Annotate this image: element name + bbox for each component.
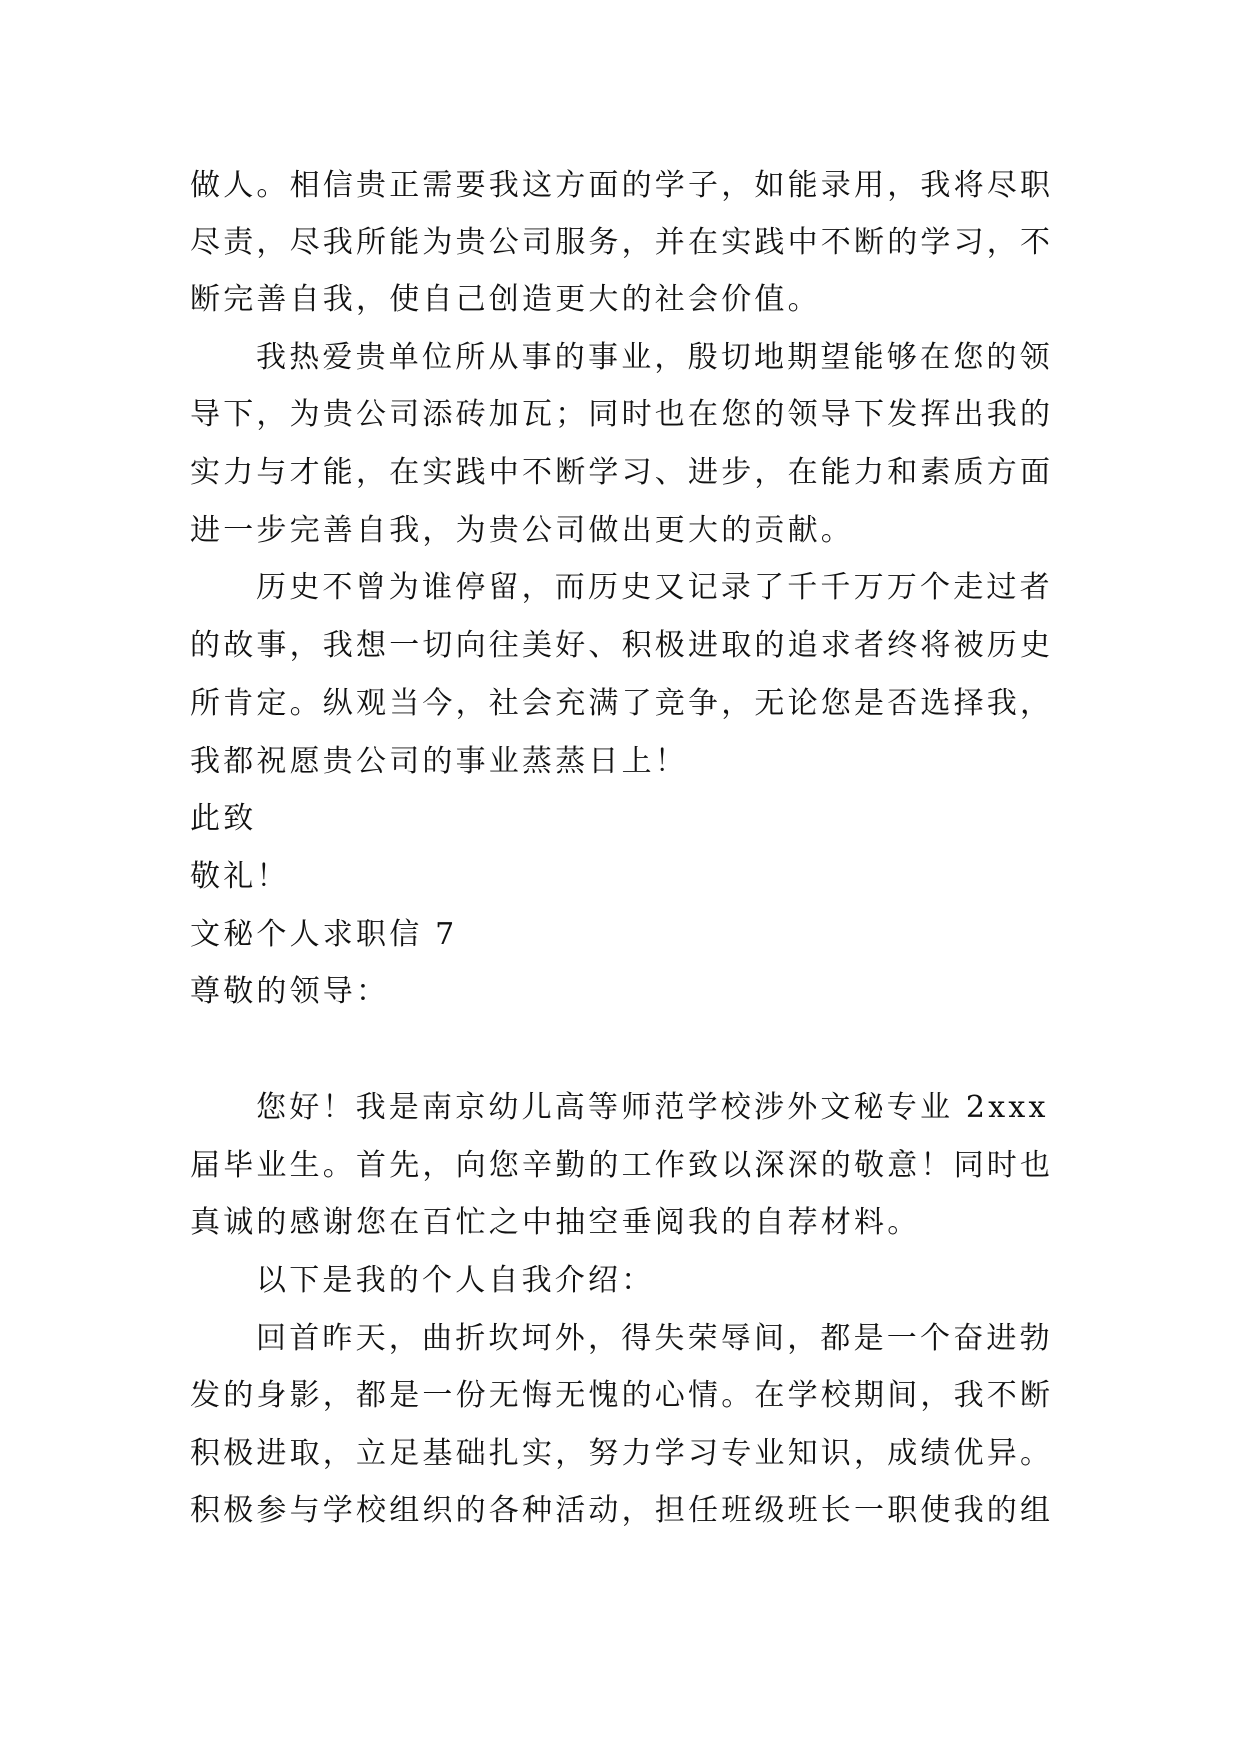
section-title: 文秘个人求职信 7 <box>190 917 458 952</box>
paragraph-first-line: 您好！我是南京幼儿高等师范学校涉外文秘专业 2xxx <box>256 1090 1049 1125</box>
greeting: 尊敬的领导： <box>190 974 390 1009</box>
text-line: 发的身影，都是一份无悔无愧的心情。在学校期间，我不断 <box>190 1378 1054 1413</box>
paragraph-first-line: 以下是我的个人自我介绍： <box>256 1263 655 1298</box>
text-line: 做人。相信贵正需要我这方面的学子，如能录用，我将尽职 <box>190 168 1054 203</box>
text-line: 所肯定。纵观当今，社会充满了竞争，无论您是否选择我， <box>190 686 1054 721</box>
text-line: 届毕业生。首先，向您辛勤的工作致以深深的敬意！同时也 <box>190 1148 1054 1183</box>
text-line: 我都祝愿贵公司的事业蒸蒸日上！ <box>190 744 688 779</box>
text-line: 导下，为贵公司添砖加瓦；同时也在您的领导下发挥出我的 <box>190 397 1054 432</box>
paragraph-first-line: 我热爱贵单位所从事的事业，殷切地期望能够在您的领 <box>256 340 1053 375</box>
closing-salutation: 此致 <box>190 801 257 836</box>
text-line: 的故事，我想一切向往美好、积极进取的追求者终将被历史 <box>190 628 1054 663</box>
closing-regards: 敬礼！ <box>190 859 290 894</box>
text-line: 尽责，尽我所能为贵公司服务，并在实践中不断的学习，不 <box>190 225 1054 260</box>
text-line: 实力与才能，在实践中不断学习、进步，在能力和素质方面 <box>190 455 1054 490</box>
text-line: 真诚的感谢您在百忙之中抽空垂阅我的自荐材料。 <box>190 1205 921 1240</box>
text-line: 进一步完善自我，为贵公司做出更大的贡献。 <box>190 513 854 548</box>
paragraph-first-line: 历史不曾为谁停留，而历史又记录了千千万万个走过者 <box>256 570 1053 605</box>
text-line: 积极参与学校组织的各种活动，担任班级班长一职使我的组 <box>190 1493 1054 1528</box>
paragraph-first-line: 回首昨天，曲折坎坷外，得失荣辱间，都是一个奋进勃 <box>256 1321 1053 1356</box>
text-line: 断完善自我，使自己创造更大的社会价值。 <box>190 282 821 317</box>
text-line: 积极进取，立足基础扎实，努力学习专业知识，成绩优异。 <box>190 1436 1054 1471</box>
